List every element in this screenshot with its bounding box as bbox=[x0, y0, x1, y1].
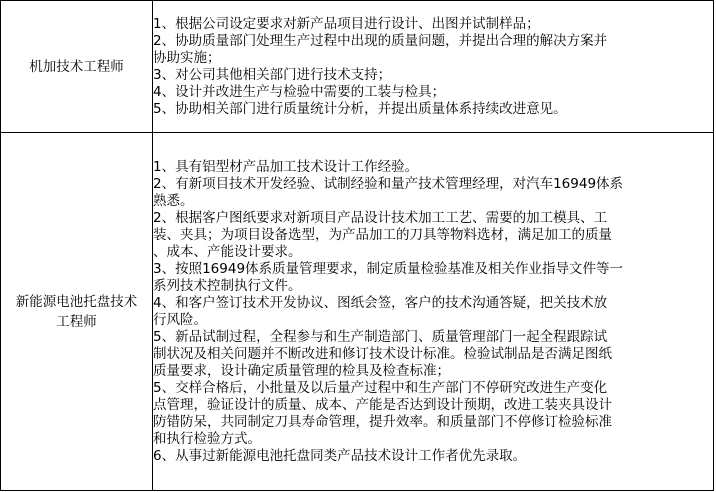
duty-line: 协助实施； bbox=[153, 49, 221, 66]
duty-line: 熟悉。 bbox=[153, 192, 194, 209]
duty-line: 2、有新项目技术开发经验、试制经验和量产技术管理经理，对汽车16949体系 bbox=[153, 175, 624, 192]
duty-line: 制状况及相关问题并不断改进和修订技术设计标准。检验试制品是否满足图纸 bbox=[153, 345, 612, 362]
duty-line: 1、具有铝型材产品加工技术设计工作经验。 bbox=[153, 158, 419, 175]
position-title-text: 新能源电池托盘技术 bbox=[15, 293, 138, 310]
position-duties-battery-tray bbox=[153, 133, 714, 491]
duty-line: 5、协助相关部门进行质量统计分析，并提出质量体系持续改进意见。 bbox=[153, 100, 567, 117]
position-title-battery-tray bbox=[1, 133, 153, 491]
position-duties-machining bbox=[153, 1, 714, 133]
duty-line: 、成本、产能设计要求。 bbox=[153, 243, 302, 260]
duty-line: 和执行检验方式。 bbox=[153, 430, 261, 447]
position-title-text: 工程师 bbox=[56, 313, 97, 330]
duty-line: 装、夹具；为项目设备选型，为产品加工的刀具等物料选材，满足加工的质量 bbox=[153, 226, 612, 243]
position-title-machining bbox=[1, 1, 153, 133]
duty-line: 质量要求，设计确定质量管理的检具及检查标准； bbox=[153, 362, 450, 379]
duty-line: 5、新品试制过程，全程参与和生产制造部门、质量管理部门一起全程跟踪试 bbox=[153, 328, 608, 345]
duty-line: 2、根据客户图纸要求对新项目产品设计技术加工工艺、需要的加工模具、工 bbox=[153, 209, 608, 226]
duty-line: 6、从事过新能源电池托盘同类产品技术设计工作者优先录取。 bbox=[153, 447, 527, 464]
duty-line: 3、按照16949体系质量管理要求，制定质量检验基准及相关作业指导文件等一 bbox=[153, 260, 624, 277]
duty-line: 1、根据公司设定要求对新产品项目进行设计、出图并试制样品； bbox=[153, 15, 540, 32]
duty-line: 点管理，验证设计的质量、成本、产能是否达到设计预期，改进工装夹具设计 bbox=[153, 396, 612, 413]
duty-line: 5、交样合格后，小批量及以后量产过程中和生产部门不停研究改进生产变化 bbox=[153, 379, 608, 396]
duty-line: 4、设计并改进生产与检验中需要的工装与检具； bbox=[153, 83, 446, 100]
duty-line: 防错防呆，共同制定刀具寿命管理，提升效率。和质量部门不停修订检验标准 bbox=[153, 413, 612, 430]
duty-line: 系列技术控制执行文件。 bbox=[153, 277, 302, 294]
table-row bbox=[1, 133, 714, 491]
duty-line: 3、对公司其他相关部门进行技术支持； bbox=[153, 66, 392, 83]
duty-line: 4、和客户签订技术开发协议、图纸会签，客户的技术沟通答疑，把关技术放 bbox=[153, 294, 608, 311]
position-title-text: 机加技术工程师 bbox=[29, 58, 124, 75]
table-row bbox=[1, 1, 714, 133]
duty-line: 行风险。 bbox=[153, 311, 207, 328]
duty-line: 2、协助质量部门处理生产过程中出现的质量问题，并提出合理的解决方案并 bbox=[153, 32, 608, 49]
